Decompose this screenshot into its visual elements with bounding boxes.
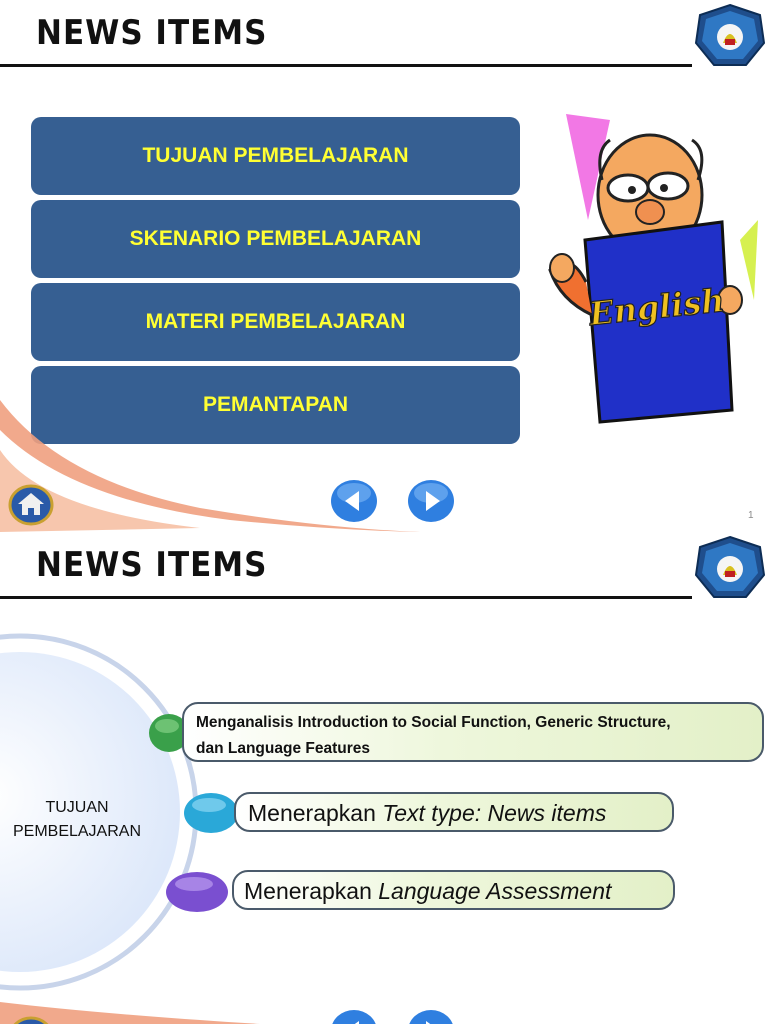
circle-label-line1: TUJUAN	[45, 799, 109, 816]
page-number: 1	[748, 510, 754, 521]
slide-2	[0, 532, 768, 1024]
objective-2-emphasis: Text type: News items	[382, 800, 607, 826]
objective-2-prefix: Menerapkan	[248, 800, 376, 826]
home-button[interactable]	[8, 484, 54, 526]
circle-label-line2: PEMBELAJARAN	[12, 823, 142, 840]
slide-title: NEWS ITEMS	[36, 14, 268, 53]
slide-title: NEWS ITEMS	[36, 546, 268, 585]
title-divider	[0, 596, 692, 599]
objectives-circle-label	[2, 796, 152, 844]
logo-emblem	[692, 3, 768, 69]
bullet-purple-icon	[164, 870, 230, 914]
menu-button-skenario[interactable]: SKENARIO PEMBELAJARAN	[31, 200, 520, 278]
objective-1-line2: dan Language Features	[196, 740, 370, 757]
objective-3-prefix: Menerapkan	[244, 878, 372, 904]
menu-button-tujuan[interactable]: TUJUAN PEMBELAJARAN	[31, 117, 520, 195]
menu-button-materi[interactable]: MATERI PEMBELAJARAN	[31, 283, 520, 361]
previous-button[interactable]	[329, 478, 379, 524]
next-button[interactable]	[406, 478, 456, 524]
teacher-cartoon-illustration	[540, 110, 760, 440]
title-divider	[0, 64, 692, 67]
menu-button-pemantapan[interactable]: PEMANTAPAN	[31, 366, 520, 444]
objective-item-3	[232, 870, 675, 910]
cartoon-sign-text: English	[587, 281, 727, 334]
home-button[interactable]	[8, 1016, 54, 1024]
objective-1-line1: Menganalisis Introduction to Social Function, Generic Structure,	[196, 714, 671, 731]
objective-item-2	[234, 792, 674, 832]
objective-3-emphasis: Language Assessment	[378, 878, 612, 904]
bullet-blue-icon	[182, 791, 240, 835]
next-button[interactable]	[406, 1008, 456, 1024]
objective-item-1	[182, 702, 764, 762]
previous-button[interactable]	[329, 1008, 379, 1024]
logo-emblem	[692, 535, 768, 601]
